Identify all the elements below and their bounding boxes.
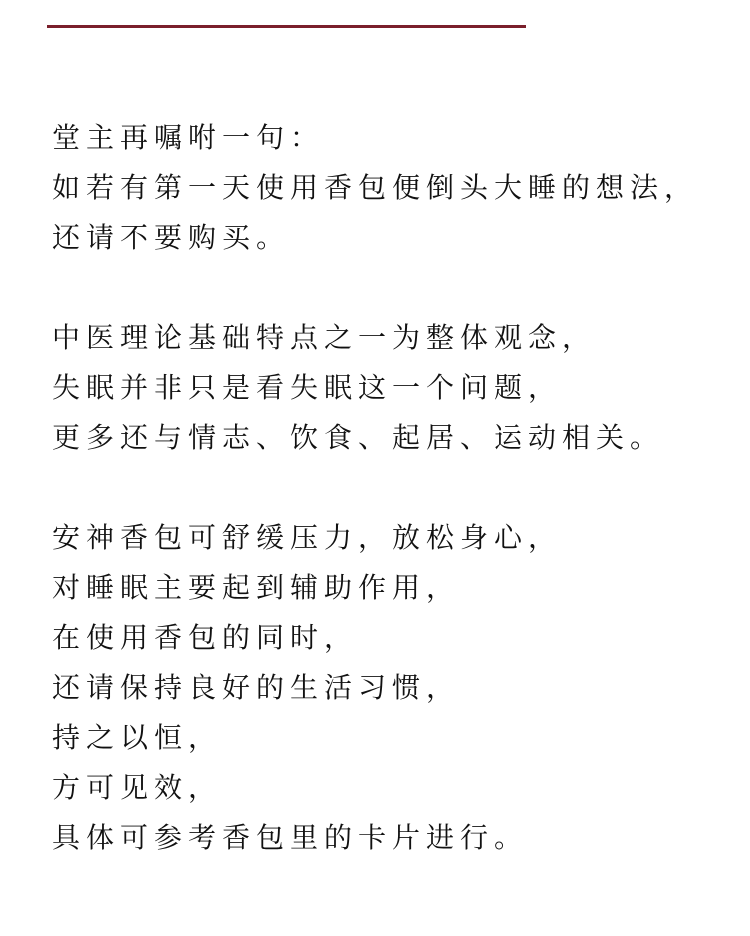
text-line: 还请不要购买。 <box>52 221 291 254</box>
text-line: 中医理论基础特点之一为整体观念， <box>52 321 597 354</box>
text-line: 在使用香包的同时， <box>52 621 359 654</box>
text-line: 安神香包可舒缓压力，放松身心， <box>52 521 563 554</box>
text-line: 更多还与情志、饮食、起居、运动相关。 <box>52 421 665 454</box>
text-line: 失眠并非只是看失眠这一个问题， <box>52 371 563 404</box>
text-line: 如若有第一天使用香包便倒头大睡的想法， <box>52 171 699 204</box>
paragraph-reminder <box>52 113 732 263</box>
top-divider <box>47 25 526 28</box>
paragraph-usage-advice <box>52 513 732 863</box>
paragraph-tcm-concept <box>52 313 732 463</box>
text-line: 具体可参考香包里的卡片进行。 <box>52 821 529 854</box>
text-line: 堂主再嘱咐一句： <box>52 121 325 154</box>
article-body <box>52 113 732 863</box>
text-line: 持之以恒， <box>52 721 223 754</box>
text-line: 对睡眠主要起到辅助作用， <box>52 571 461 604</box>
text-line: 方可见效， <box>52 771 223 804</box>
text-line: 还请保持良好的生活习惯， <box>52 671 461 704</box>
